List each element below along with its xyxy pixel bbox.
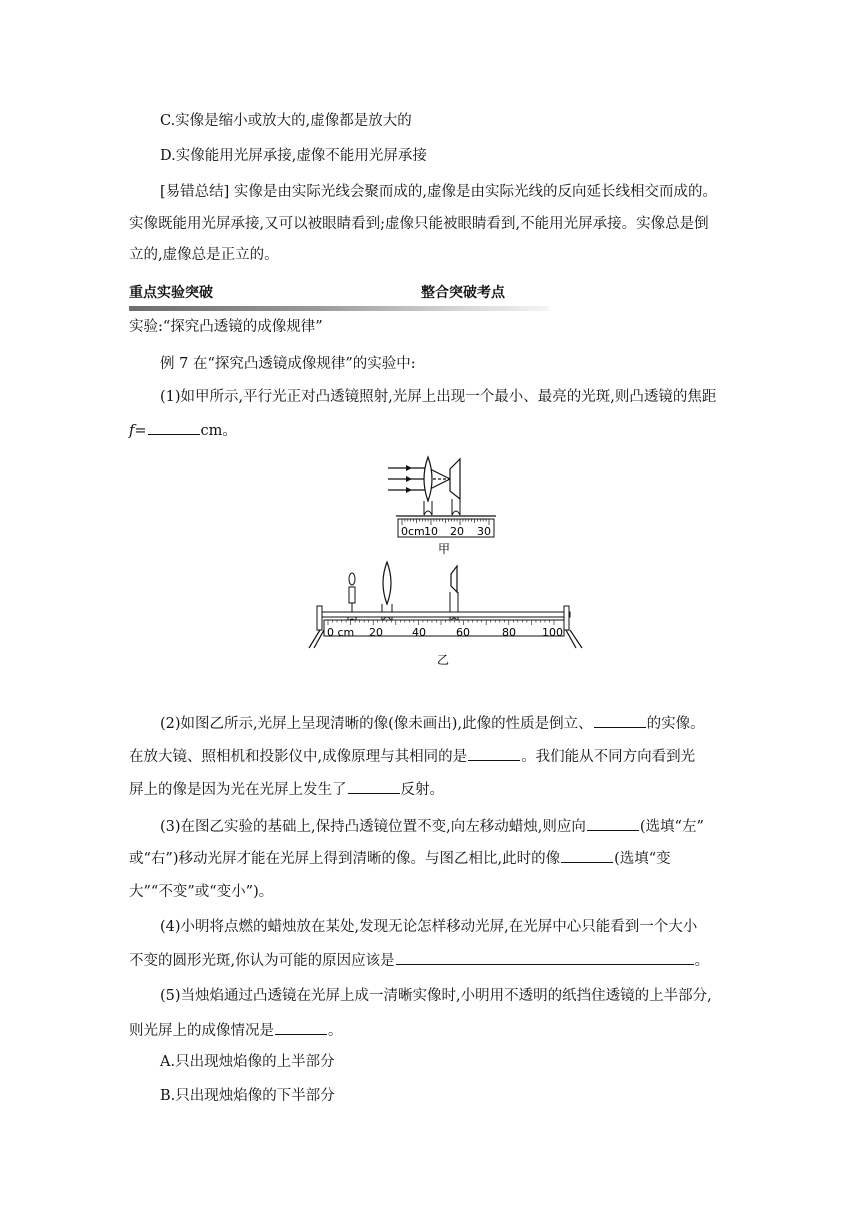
q1-line-1: (1)如甲所示,平行光正对凸透镜照射,光屏上出现一个最小、最亮的光斑,则凸透镜的焦距 — [160, 389, 717, 405]
q2-text: 反射。 — [400, 782, 444, 798]
q2-text: 在放大镜、照相机和投影仪中,成像原理与其相同的是 — [129, 749, 468, 765]
q2-text: 。我们能从不同方向看到光 — [521, 749, 696, 765]
fig2-tick-40: 40 — [412, 626, 426, 639]
q3-line-2 — [129, 848, 671, 869]
convex-lens-icon — [424, 457, 432, 501]
q2-text: 的实像。 — [646, 716, 705, 732]
q5-text: 。 — [328, 1023, 343, 1039]
banner-gradient-bar — [129, 306, 549, 311]
q2-text: (2)如图乙所示,光屏上呈现清晰的像(像未画出),此像的性质是倒立、 — [160, 716, 593, 732]
q2-line-2 — [129, 746, 695, 767]
answer-blank-image-result[interactable] — [275, 1020, 327, 1035]
q3-line-3: 大”“不变”或“变小”)。 — [129, 884, 274, 900]
q5-option-b: B.只出现烛焰像的下半部分 — [160, 1088, 335, 1104]
answer-blank-focal-length[interactable] — [148, 420, 200, 435]
q5-text: 则光屏上的成像情况是 — [129, 1023, 274, 1039]
q5-line-1: (5)当烛焰通过凸透镜在光屏上成一清晰实像时,小明用不透明的纸挡住透镜的上半部分, — [160, 988, 712, 1004]
q2-text: 屏上的像是因为光在光屏上发生了 — [129, 782, 347, 798]
fig1-tick-20: 20 — [450, 525, 464, 538]
fig2-tick-0: 0 cm — [327, 626, 355, 639]
equals-sign: = — [134, 423, 147, 439]
q4-text: 。 — [694, 953, 710, 969]
answer-blank-image-size[interactable] — [561, 848, 613, 863]
q2-line-1 — [160, 713, 705, 734]
q4-line-2 — [129, 950, 709, 971]
banner-right-title: 整合突破考点 — [421, 285, 505, 301]
fig2-tick-20: 20 — [369, 626, 383, 639]
q3-text: (选填“变 — [614, 851, 671, 867]
figure-yi — [306, 560, 586, 672]
answer-blank-reason[interactable] — [396, 950, 694, 965]
option-d: D.实像能用光屏承接,虚像不能用光屏承接 — [160, 148, 427, 164]
ray-arrow-icon — [406, 487, 412, 493]
q5-line-2 — [129, 1020, 343, 1041]
bench-ruler — [324, 620, 564, 636]
q5-option-a: A.只出现烛焰像的上半部分 — [160, 1054, 335, 1070]
q3-line-1 — [160, 816, 704, 837]
q3-text: (3)在图乙实验的基础上,保持凸透镜位置不变,向左移动蜡烛,则应向 — [160, 819, 586, 835]
fig1-tick-10: 10 — [424, 525, 438, 538]
q4-text: 不变的圆形光斑,你认为可能的原因应该是 — [129, 953, 395, 969]
focal-symbol: f — [129, 423, 135, 439]
fig2-caption: 乙 — [437, 653, 450, 667]
q1-line-2 — [129, 420, 237, 441]
figure-jia — [384, 455, 504, 560]
light-screen-icon — [450, 459, 460, 499]
error-summary-line-1: [易错总结] 实像是由实际光线会聚而成的,虚像是由实际光线的反向延长线相交而成的。 — [160, 184, 718, 200]
answer-blank-reflection[interactable] — [348, 779, 400, 794]
banner-left-title: 重点实验突破 — [129, 285, 213, 301]
error-summary-line-3: 立的,虚像总是正立的。 — [129, 247, 279, 263]
q4-line-1: (4)小明将点燃的蜡烛放在某处,发现无论怎样移动光屏,在光屏中心只能看到一个大小 — [160, 919, 698, 935]
fig2-tick-100: 100 — [542, 626, 563, 639]
candle-icon — [349, 587, 355, 603]
option-c: C.实像是缩小或放大的,虚像都是放大的 — [160, 113, 412, 129]
answer-blank-direction[interactable] — [587, 816, 639, 831]
optical-bench — [320, 612, 570, 617]
answer-blank-device[interactable] — [468, 746, 520, 761]
error-summary-line-2: 实像既能用光屏承接,又可以被眼睛看到;虚像只能被眼睛看到,不能用光屏承接。实像总是倒 — [129, 216, 709, 232]
experiment-title: 实验:“探究凸透镜的成像规律” — [129, 319, 323, 335]
answer-blank-image-property[interactable] — [594, 713, 646, 728]
q3-text: (选填“左” — [639, 819, 704, 835]
fig2-tick-60: 60 — [456, 626, 470, 639]
candle-flame-icon — [349, 573, 355, 585]
fig1-tick-0: 0cm — [401, 525, 425, 538]
example-7-heading: 例 7 在“探究凸透镜成像规律”的实验中: — [160, 356, 416, 372]
fig1-tick-30: 30 — [477, 525, 491, 538]
section-banner — [129, 282, 549, 312]
convex-lens-icon — [383, 562, 391, 604]
ray-arrow-icon — [406, 476, 412, 482]
q2-line-3 — [129, 779, 444, 800]
ray-arrow-icon — [406, 465, 412, 471]
fig1-caption: 甲 — [438, 542, 451, 556]
q3-text: 或“右”)移动光屏才能在光屏上得到清晰的像。与图乙相比,此时的像 — [129, 851, 561, 867]
unit-cm: cm。 — [200, 423, 237, 439]
light-screen-icon — [451, 566, 457, 592]
fig2-tick-80: 80 — [502, 626, 516, 639]
